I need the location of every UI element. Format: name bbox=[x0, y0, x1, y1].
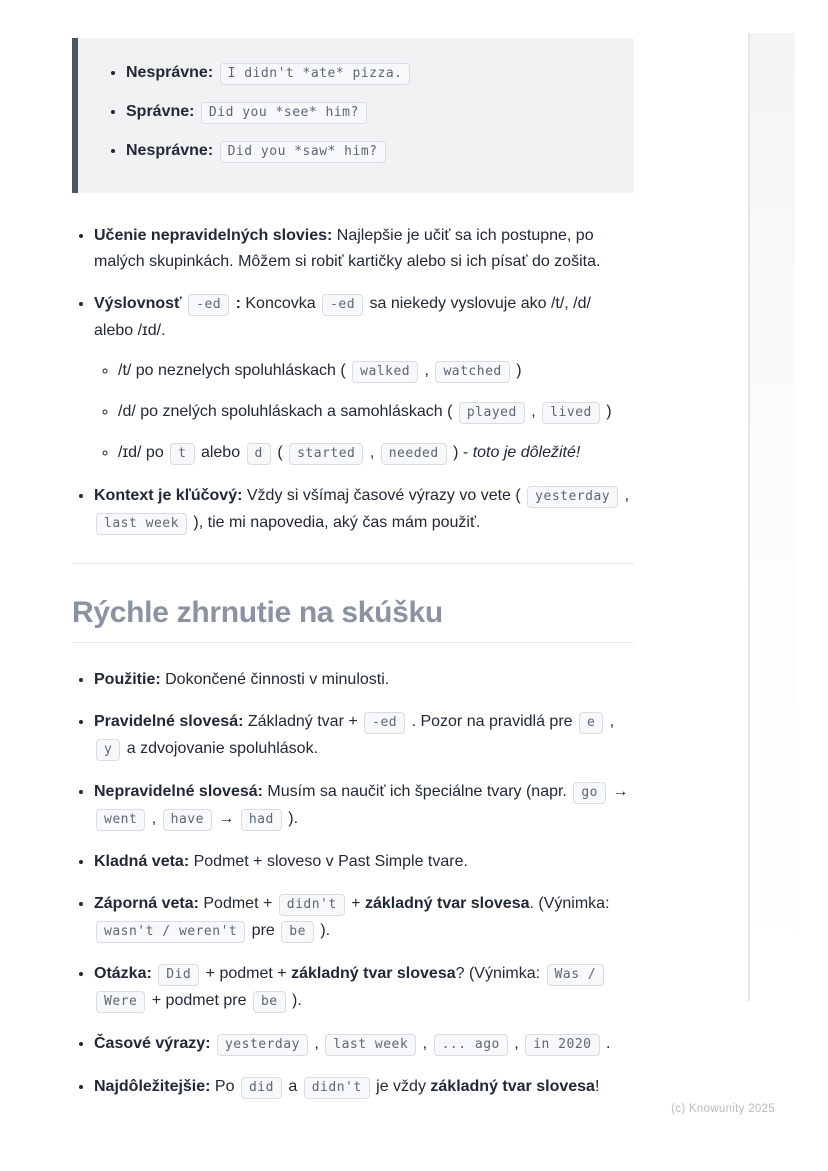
section-heading: Rýchle zhrnutie na skúšku bbox=[72, 596, 634, 643]
list-item: • Výslovnosť -ed : Koncovka -ed sa niekedy vyslovuje ako /t/, /d/ alebo /ɪd/. ◦ /t/ po neznelych spoluhláskach ( walked , watched ) ◦ /d/ po znelých spoluhláskach a samohláskach ( played , lived ) ◦ /ɪd/ po t alebo d ( started , needed ) - toto je dôležité! bbox=[94, 291, 634, 467]
list-item: • Použitie: Dokončené činnosti v minulosti. bbox=[94, 667, 634, 693]
list-item: • Kontext je kľúčový: Vždy si všímaj časové výrazy vo vete ( yesterday , last week ), tie mi napovedia, aký čas mám použiť. bbox=[94, 483, 634, 537]
inline-code-chip: -ed bbox=[364, 712, 405, 734]
inline-code-chip: I didn't *ate* pizza. bbox=[220, 63, 411, 85]
inline-code-chip: -ed bbox=[322, 294, 363, 316]
bold-text: základný tvar slovesa bbox=[291, 965, 456, 982]
inline-code-chip: last week bbox=[325, 1034, 416, 1056]
inline-code-chip: y bbox=[96, 739, 120, 761]
list-item: • Pravidelné slovesá: Základný tvar + -ed . Pozor na pravidlá pre e , y a zdvojovanie spoluhlások. bbox=[94, 709, 634, 763]
copyright-text: (c) Knowunity 2025 bbox=[671, 1103, 775, 1115]
inline-code-chip: e bbox=[579, 712, 603, 734]
bold-text: Použitie: bbox=[94, 671, 161, 688]
notes-list bbox=[72, 223, 634, 537]
list-item: • Učenie nepravidelných slovies: Najlepšie je učiť sa ich postupne, po malých skupinkách. Môžem si robiť kartičky alebo si ich písať do zošita. bbox=[94, 223, 634, 275]
inline-code-chip: have bbox=[163, 809, 212, 831]
inline-code-chip: wasn't / weren't bbox=[96, 921, 245, 943]
sub-list bbox=[94, 358, 634, 467]
bold-text: Výslovnosť bbox=[94, 295, 182, 312]
bold-text: Kontext je kľúčový: bbox=[94, 487, 243, 504]
inline-code-chip: played bbox=[459, 402, 525, 424]
inline-code-chip: didn't bbox=[304, 1077, 370, 1099]
list-item: • Najdôležitejšie: Po did a didn't je vždy základný tvar slovesa! bbox=[94, 1074, 634, 1101]
example-callout bbox=[72, 38, 634, 193]
example-list bbox=[104, 60, 618, 165]
list-item: • Nepravidelné slovesá: Musím sa naučiť ich špeciálne tvary (napr. go → went , have → had ). bbox=[94, 779, 634, 833]
bold-text: : bbox=[235, 295, 241, 312]
inline-code-chip: Did you *saw* him? bbox=[220, 141, 386, 163]
list-item bbox=[126, 99, 618, 126]
bold-text: Učenie nepravidelných slovies: bbox=[94, 227, 333, 244]
inline-code-chip: t bbox=[170, 443, 194, 465]
italic-text: toto je dôležité! bbox=[472, 444, 581, 461]
section-divider bbox=[72, 563, 634, 564]
bold-text: Pravidelné slovesá: bbox=[94, 713, 244, 730]
inline-code-chip: had bbox=[241, 809, 282, 831]
inline-code-chip: watched bbox=[435, 361, 509, 383]
inline-code-chip: ... ago bbox=[434, 1034, 508, 1056]
list-item: ◦ /ɪd/ po t alebo d ( started , needed ) - toto je dôležité! bbox=[118, 440, 634, 467]
inline-code-chip: started bbox=[289, 443, 363, 465]
inline-code-chip: did bbox=[241, 1077, 282, 1099]
bold-text: Nepravidelné slovesá: bbox=[94, 783, 263, 800]
inline-code-chip: last week bbox=[96, 513, 187, 535]
inline-code-chip: d bbox=[247, 443, 271, 465]
inline-code-chip: Was / bbox=[547, 964, 605, 986]
bold-text: Správne: bbox=[126, 103, 195, 120]
bold-text: Nesprávne: bbox=[126, 64, 214, 81]
document-content bbox=[72, 38, 634, 1117]
inline-code-chip: in 2020 bbox=[525, 1034, 599, 1056]
inline-code-chip: Did you *see* him? bbox=[201, 102, 367, 124]
inline-code-chip: Did bbox=[158, 964, 199, 986]
inline-code-chip: went bbox=[96, 809, 145, 831]
inline-code-chip: didn't bbox=[279, 894, 345, 916]
list-item: • Záporná veta: Podmet + didn't + základný tvar slovesa. (Výnimka: wasn't / weren't pre be ). bbox=[94, 891, 634, 945]
inline-code-chip: needed bbox=[381, 443, 447, 465]
inline-code-chip: walked bbox=[352, 361, 418, 383]
next-page-preview bbox=[750, 33, 795, 1001]
inline-code-chip: yesterday bbox=[217, 1034, 308, 1056]
list-item: • Časové výrazy: yesterday , last week , ... ago , in 2020 . bbox=[94, 1031, 634, 1058]
inline-code-chip: -ed bbox=[188, 294, 229, 316]
list-item: • Otázka: Did + podmet + základný tvar slovesa? (Výnimka: Was / Were + podmet pre be ). bbox=[94, 961, 634, 1015]
summary-list bbox=[72, 667, 634, 1101]
list-item bbox=[126, 138, 618, 165]
inline-code-chip: go bbox=[573, 782, 606, 804]
bold-text: Časové výrazy: bbox=[94, 1035, 211, 1052]
list-item: • Kladná veta: Podmet + sloveso v Past Simple tvare. bbox=[94, 849, 634, 875]
bold-text: Najdôležitejšie: bbox=[94, 1078, 211, 1095]
bold-text: Nesprávne: bbox=[126, 142, 214, 159]
bold-text: Otázka: bbox=[94, 965, 152, 982]
bold-text: základný tvar slovesa bbox=[364, 895, 530, 912]
inline-code-chip: lived bbox=[542, 402, 600, 424]
list-item: ◦ /t/ po neznelych spoluhláskach ( walked , watched ) bbox=[118, 358, 634, 385]
inline-code-chip: yesterday bbox=[527, 486, 618, 508]
list-item bbox=[126, 60, 618, 87]
list-item: ◦ /d/ po znelých spoluhláskach a samohláskach ( played , lived ) bbox=[118, 399, 634, 426]
inline-code-chip: be bbox=[281, 921, 314, 943]
bold-text: základný tvar slovesa bbox=[430, 1078, 595, 1095]
inline-code-chip: Were bbox=[96, 991, 145, 1013]
bold-text: Kladná veta: bbox=[94, 853, 190, 870]
bold-text: Záporná veta: bbox=[94, 895, 199, 912]
inline-code-chip: be bbox=[253, 991, 286, 1013]
